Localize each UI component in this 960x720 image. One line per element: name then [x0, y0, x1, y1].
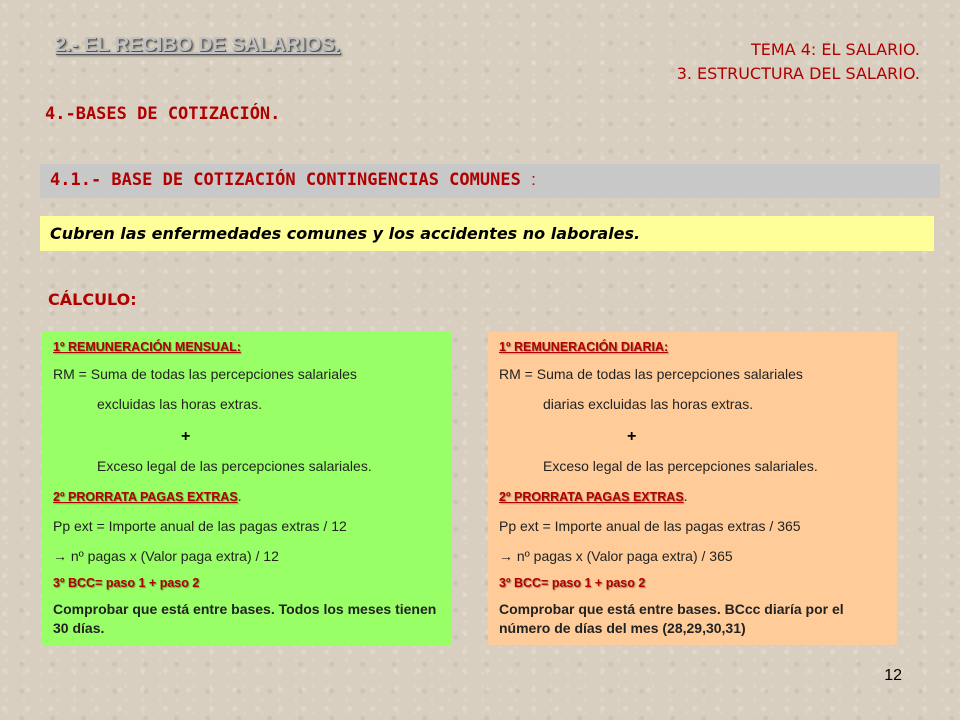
final-note: Comprobar que está entre bases. BCcc diaría por el número de días del mes (28,29,30,31) — [499, 601, 844, 636]
calc-label: CÁLCULO: — [48, 290, 137, 309]
step2-dot: . — [237, 488, 242, 504]
pagas-line — [53, 548, 279, 564]
step3-heading: 3º BCC= paso 1 + paso 2 — [53, 576, 200, 590]
step2-heading-text: 2º PRORRATA PAGAS EXTRAS — [53, 490, 238, 504]
section-title: 4.-BASES DE COTIZACIÓN. — [45, 104, 281, 124]
exceso-line: Exceso legal de las percepciones salariales. — [97, 458, 372, 474]
daily-calc-box — [488, 332, 897, 645]
plus-sign: + — [181, 428, 191, 445]
step2-heading-text: 2º PRORRATA PAGAS EXTRAS — [499, 490, 684, 504]
subsection-bar — [40, 164, 940, 198]
pp-line: Pp ext = Importe anual de las pagas extras / 12 — [53, 518, 347, 534]
topic-line-1: TEMA 4: EL SALARIO. — [751, 40, 920, 59]
description-text: Cubren las enfermedades comunes y los accidentes no laborales. — [50, 224, 641, 243]
final-note: Comprobar que está entre bases. Todos los meses tienen 30 días. — [53, 601, 437, 636]
rm-line-2: excluidas las horas extras. — [97, 396, 262, 412]
exceso-line: Exceso legal de las percepciones salariales. — [543, 458, 818, 474]
step2-heading — [53, 488, 242, 504]
rm-label: RM — [53, 366, 75, 382]
page-number: 12 — [884, 667, 902, 684]
pp-line: Pp ext = Importe anual de las pagas extras / 365 — [499, 518, 801, 534]
step2-dot: . — [683, 488, 688, 504]
description-bar — [40, 216, 934, 251]
rm-line — [53, 366, 357, 382]
subsection-colon: : — [531, 170, 536, 189]
step3-heading: 3º BCC= paso 1 + paso 2 — [499, 576, 646, 590]
step1-heading: 1º REMUNERACIÓN DIARIA: — [499, 340, 669, 354]
pagas-text: nº pagas x (Valor paga extra) / 12 — [67, 548, 279, 564]
plus-sign: + — [627, 428, 637, 445]
subsection-title — [50, 170, 536, 190]
arrow-icon: → — [499, 548, 513, 564]
rm-text: = Suma de todas las percepciones salariales — [74, 366, 357, 382]
monthly-calc-box — [42, 332, 451, 645]
rm-text: = Suma de todas las percepciones salariales — [520, 366, 803, 382]
rm-line-2: diarias excluidas las horas extras. — [543, 396, 754, 412]
rm-line — [499, 366, 803, 382]
pagas-text: nº pagas x (Valor paga extra) / 365 — [513, 548, 733, 564]
step1-heading: 1º REMUNERACIÓN MENSUAL: — [53, 340, 241, 354]
pagas-line — [499, 548, 733, 564]
arrow-icon: → — [53, 548, 67, 564]
step2-heading — [499, 488, 688, 504]
main-title: 2.- EL RECIBO DE SALARIOS. — [55, 34, 341, 56]
subsection-title-text: 4.1.- BASE DE COTIZACIÓN CONTINGENCIAS COMUNES — [50, 170, 521, 190]
rm-label: RM — [499, 366, 521, 382]
topic-heading — [677, 38, 920, 86]
topic-line-2: 3. ESTRUCTURA DEL SALARIO. — [676, 64, 920, 83]
